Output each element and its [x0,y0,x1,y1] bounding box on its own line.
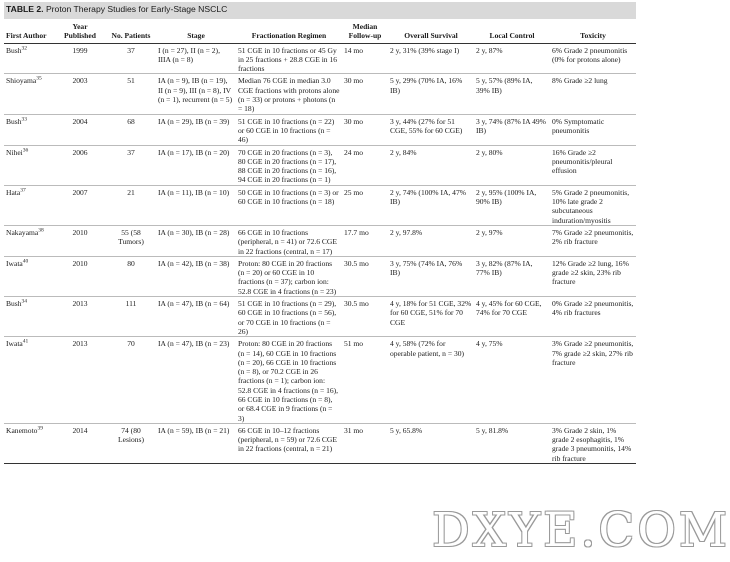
cell-stage [156,185,236,225]
author-text: Kanemoto [6,425,38,435]
cell-followup [342,114,388,145]
cell-patients [106,114,156,145]
year-text: 2003 [72,76,88,86]
cell-regimen [236,225,342,256]
regimen-text: 66 CGE in 10–12 fractions (peripheral, n = 59) or 72.6 CGE in 22 fractions (central, n = 21) [238,425,337,454]
patients-text: 55 (58 Tumors) [118,227,144,247]
stage-text: IA (n = 11), IB (n = 10) [158,187,230,197]
survival-text: 2 y, 31% (39% stage I) [390,45,460,55]
cell-followup [342,256,388,296]
toxicity-text: 0% Symptomatic pneumonitis [552,116,605,135]
author-text: Iwata [6,339,23,349]
year-text: 2006 [72,147,88,157]
reference-number: 36 [22,147,29,154]
table-row [4,337,636,424]
stage-text: IA (n = 47), IB (n = 64) [158,299,230,309]
cell-year [54,337,106,424]
patients-text: 37 [127,147,135,157]
cell-toxicity [550,114,636,145]
cell-author [4,114,54,145]
survival-text: 3 y, 75% (74% IA, 76% IB) [390,258,463,278]
survival-text: 4 y, 58% (72% for operable patient, n = 30) [390,339,465,358]
cell-regimen [236,145,342,185]
patients-text: 37 [127,45,135,55]
cell-patients [106,297,156,337]
regimen-text: 50 CGE in 10 fractions (n = 3) or 60 CGE in 10 fractions (n = 18) [238,187,339,207]
cell-patients [106,337,156,424]
cell-survival [388,185,474,225]
table-row [4,297,636,337]
followup-text: 14 mo [344,45,364,55]
cell-year [54,43,106,74]
cell-followup [342,145,388,185]
survival-text: 4 y, 18% for 51 CGE, 32% for 60 CGE, 51% for 70 CGE [390,299,472,327]
table-row [4,114,636,145]
cell-patients [106,43,156,74]
toxicity-text: 8% Grade ≥2 lung [552,76,608,86]
patients-text: 21 [127,187,135,197]
survival-text: 3 y, 44% (27% for 51 CGE, 55% for 60 CGE) [390,116,463,135]
cell-toxicity [550,256,636,296]
toxicity-text: 16% Grade ≥2 pneumonitis/pleural effusion [552,147,613,176]
header-stage: Stage [156,22,236,43]
author-text: Bush [6,45,22,55]
followup-text: 30 mo [344,76,364,86]
patients-text: 68 [127,116,135,126]
stage-text: IA (n = 42), IB (n = 38) [158,258,230,268]
reference-number: 33 [21,116,28,123]
cell-survival [388,297,474,337]
cell-author [4,297,54,337]
cell-patients [106,74,156,114]
cell-survival [388,145,474,185]
watermark: DXYE.COM [432,503,730,558]
year-text: 2010 [72,258,88,268]
control-text: 3 y, 82% (87% IA, 77% IB) [476,258,533,278]
survival-text: 2 y, 84% [390,147,417,157]
cell-toxicity [550,145,636,185]
toxicity-text: 7% Grade ≥2 pneumonitis, 2% rib fracture [552,227,634,247]
cell-control [474,256,550,296]
cell-year [54,145,106,185]
cell-control [474,185,550,225]
followup-text: 30 mo [344,116,364,126]
author-text: Bush [6,299,22,309]
cell-year [54,297,106,337]
header-regimen: Fractionation Regimen [236,22,342,43]
year-text: 1999 [72,45,88,55]
cell-toxicity [550,43,636,74]
cell-survival [388,256,474,296]
reference-number: 38 [38,227,44,234]
table-row [4,185,636,225]
cell-author [4,337,54,424]
cell-survival [388,114,474,145]
regimen-text: 66 CGE in 10 fractions (peripheral, n = 41) or 72.6 CGE in 22 fractions (central, n = 17) [238,227,337,256]
patients-text: 111 [125,299,137,309]
table-row [4,43,636,74]
cell-followup [342,337,388,424]
header-followup: Median Follow-up [342,22,388,43]
control-text: 3 y, 74% (87% IA 49% IB) [476,116,546,135]
cell-followup [342,225,388,256]
toxicity-text: 0% Grade ≥2 pneumonitis, 4% rib fractures [552,299,634,318]
cell-control [474,423,550,463]
control-text: 5 y, 57% (89% IA, 39% IB) [476,76,533,95]
cell-followup [342,43,388,74]
reference-number: 32 [21,45,28,52]
cell-regimen [236,114,342,145]
patients-text: 74 (80 Lesions) [118,425,144,445]
followup-text: 17.7 mo [344,227,369,237]
cell-stage [156,256,236,296]
cell-toxicity [550,297,636,337]
cell-author [4,225,54,256]
toxicity-text: 6% Grade 2 pneumonitis (0% for protons alone) [552,45,628,64]
cell-author [4,256,54,296]
author-text: Bush [6,116,22,126]
cell-toxicity [550,185,636,225]
stage-text: IA (n = 30), IB (n = 28) [158,227,230,237]
regimen-text: Proton: 80 CGE in 20 fractions (n = 20) or 60 CGE in 10 fractions (n = 37); carbon ion: 52.8 CGE in 4 fractions (n = 23) [238,258,337,296]
cell-year [54,185,106,225]
cell-survival [388,43,474,74]
cell-followup [342,423,388,463]
patients-text: 70 [127,339,135,349]
year-text: 2013 [72,299,88,309]
followup-text: 25 mo [344,187,364,197]
stage-text: IA (n = 29), IB (n = 39) [158,116,230,126]
regimen-text: 51 CGE in 10 fractions (n = 22) or 60 CGE in 10 fractions (n = 46) [238,116,335,145]
header-survival: Overall Survival [388,22,474,43]
cell-author [4,145,54,185]
header-toxicity: Toxicity [550,22,636,43]
cell-toxicity [550,225,636,256]
cell-toxicity [550,74,636,114]
table-caption [6,4,227,14]
reference-number: 40 [22,258,29,265]
cell-stage [156,74,236,114]
cell-regimen [236,297,342,337]
stage-text: IA (n = 59), IB (n = 21) [158,425,230,435]
cell-control [474,337,550,424]
reference-number: 39 [37,425,43,432]
cell-control [474,225,550,256]
cell-patients [106,145,156,185]
year-text: 2013 [72,339,88,349]
cell-followup [342,185,388,225]
table-caption-label: TABLE 2. [6,4,44,14]
cell-stage [156,337,236,424]
cell-followup [342,297,388,337]
studies-table [4,22,636,464]
stage-text: IA (n = 47), IB (n = 23) [158,339,230,349]
header-control: Local Control [474,22,550,43]
cell-survival [388,225,474,256]
cell-regimen [236,185,342,225]
patients-text: 51 [127,76,135,86]
survival-text: 5 y, 65.8% [390,425,423,435]
cell-author [4,43,54,74]
table-row [4,74,636,114]
followup-text: 51 mo [344,339,364,349]
regimen-text: Median 76 CGE in median 3.0 CGE fractions with protons alone (n = 33) or protons + photons (n = 18) [238,76,340,114]
author-text: Iwata [6,258,23,268]
followup-text: 30.5 mo [344,299,369,309]
cell-control [474,114,550,145]
table-caption-text: Proton Therapy Studies for Early-Stage NSCLC [45,4,228,14]
cell-control [474,145,550,185]
author-text: Shioyama [6,76,37,86]
toxicity-text: 5% Grade 2 pneumonitis, 10% late grade 2 subcutaneous induration/myositis [552,187,630,225]
patients-text: 80 [127,258,135,268]
regimen-text: Proton: 80 CGE in 20 fractions (n = 14), 60 CGE in 10 fractions (n = 20), 66 CGE in 10 fractions (n = 8), or 70.2 CGE in 26 fractions (n = 1); carbon ion: 52.8 CGE in 4 fractions (n = 16), 66 CGE in 10 fractions (n = 8), or 68.4 CGE in 9 fractions (n = 3) [238,339,339,423]
header-year: Year Published [54,22,106,43]
table-row [4,256,636,296]
cell-year [54,423,106,463]
cell-stage [156,423,236,463]
cell-patients [106,256,156,296]
stage-text: IA (n = 9), IB (n = 19), II (n = 9), III (n = 8), IV (n = 1), recurrent (n = 5) [158,76,233,105]
cell-regimen [236,74,342,114]
cell-author [4,185,54,225]
control-text: 2 y, 87% [476,45,503,55]
followup-text: 24 mo [344,147,364,157]
control-text: 5 y, 81.8% [476,425,509,435]
survival-text: 2 y, 97.8% [390,227,423,237]
cell-stage [156,43,236,74]
stage-text: IA (n = 17), IB (n = 20) [158,147,230,157]
year-text: 2010 [72,227,88,237]
table-row [4,145,636,185]
cell-stage [156,114,236,145]
control-text: 4 y, 75% [476,339,503,349]
cell-stage [156,225,236,256]
regimen-text: 51 CGE in 10 fractions or 45 Gy in 25 fractions + 28.8 CGE in 16 fractions [238,45,338,74]
year-text: 2004 [72,116,88,126]
control-text: 2 y, 95% (100% IA, 90% IB) [476,187,537,207]
cell-regimen [236,337,342,424]
cell-toxicity [550,423,636,463]
cell-author [4,74,54,114]
table-header-row [4,22,636,43]
cell-stage [156,145,236,185]
author-text: Hata [6,187,21,197]
header-patients: No. Patients [106,22,156,43]
cell-regimen [236,43,342,74]
cell-control [474,74,550,114]
reference-number: 37 [20,187,26,194]
cell-toxicity [550,337,636,424]
cell-patients [106,225,156,256]
cell-year [54,225,106,256]
control-text: 4 y, 45% for 60 CGE, 74% for 70 CGE [476,299,542,318]
survival-text: 5 y, 29% (70% IA, 16% IB) [390,76,463,95]
cell-survival [388,337,474,424]
cell-survival [388,423,474,463]
year-text: 2007 [72,187,88,197]
toxicity-text: 3% Grade ≥2 pneumonitis, 7% grade ≥2 skin, 27% rib fracture [552,339,634,367]
regimen-text: 51 CGE in 10 fractions (n = 29), 60 CGE in 10 fractions (n = 56), or 70 CGE in 10 fractions (n = 26) [238,299,337,336]
cell-survival [388,74,474,114]
table-body [4,43,636,463]
cell-control [474,297,550,337]
cell-regimen [236,256,342,296]
reference-number: 41 [22,338,29,345]
year-text: 2014 [72,425,88,435]
header-author: First Author [4,22,54,43]
cell-followup [342,74,388,114]
survival-text: 2 y, 74% (100% IA, 47% IB) [390,187,467,207]
table-row [4,423,636,463]
stage-text: I (n = 27), II (n = 2), IIIA (n = 8) [158,45,220,64]
control-text: 2 y, 97% [476,227,503,237]
toxicity-text: 12% Grade ≥2 lung, 16% grade ≥2 skin, 23% rib fracture [552,258,629,287]
cell-year [54,114,106,145]
cell-patients [106,185,156,225]
control-text: 2 y, 80% [476,147,503,157]
followup-text: 31 mo [344,425,364,435]
cell-patients [106,423,156,463]
cell-stage [156,297,236,337]
followup-text: 30.5 mo [344,258,369,268]
cell-year [54,256,106,296]
table-row [4,225,636,256]
author-text: Nihei [6,147,23,157]
cell-year [54,74,106,114]
reference-number: 35 [36,75,42,82]
regimen-text: 70 CGE in 20 fractions (n = 3), 80 CGE in 20 fractions (n = 17), 88 CGE in 20 fractions (n = 16), 94 CGE in 20 fractions (n = 1) [238,147,337,185]
cell-control [474,43,550,74]
toxicity-text: 3% Grade 2 skin, 1% grade 2 esophagitis, 1% grade 3 pneumonitis, 14% rib fracture [552,425,632,463]
author-text: Nakayama [6,227,39,237]
reference-number: 34 [21,298,28,305]
cell-regimen [236,423,342,463]
cell-author [4,423,54,463]
